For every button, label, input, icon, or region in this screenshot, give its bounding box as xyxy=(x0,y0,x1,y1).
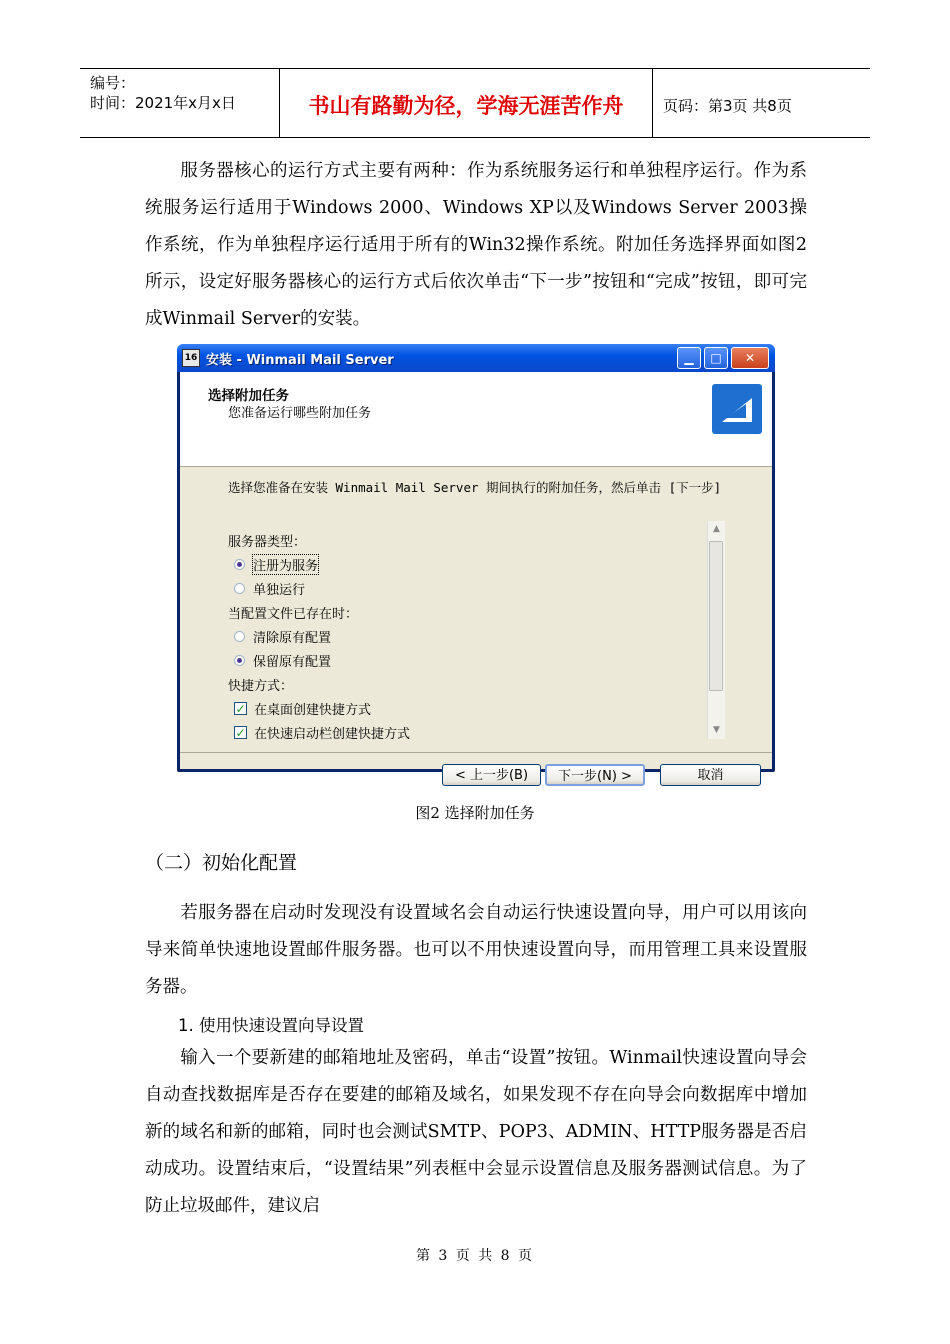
task-options xyxy=(228,528,410,744)
app-icon: 16 xyxy=(182,349,200,367)
instruction-text: 选择您准备在安装 Winmail Mail Server 期间执行的附加任务，然后单击 [下一步] xyxy=(228,480,722,495)
window-title: 安装 - Winmail Mail Server xyxy=(206,352,394,368)
time-label: 时间：2021年x月x日 xyxy=(90,94,236,112)
paragraph-1 xyxy=(145,153,807,338)
back-button[interactable]: < 上一步(B) xyxy=(442,764,541,786)
checkmark-icon[interactable]: ✓ xyxy=(235,701,246,716)
scroll-up-icon[interactable]: ▲ xyxy=(713,524,720,534)
button-separator xyxy=(180,752,772,753)
radio-unselected-icon[interactable] xyxy=(234,583,245,594)
figure-caption: 图2 选择附加任务 xyxy=(415,804,535,822)
close-icon[interactable]: ✕ xyxy=(731,347,769,369)
dialog-heading: 选择附加任务 xyxy=(208,388,289,404)
checkbox-desktop-shortcut[interactable] xyxy=(228,696,410,720)
group-label-config-exists: 当配置文件已存在时： xyxy=(228,606,359,622)
radio-register-service[interactable] xyxy=(228,552,410,576)
maximize-icon[interactable]: □ xyxy=(704,347,728,369)
dialog-body xyxy=(180,372,772,784)
radio-unselected-icon[interactable] xyxy=(234,631,245,642)
radio-keep-config[interactable] xyxy=(228,648,410,672)
motto: 书山有路勤为径，学海无涯苦作舟 xyxy=(280,69,653,137)
option-label: 在快速启动栏创建快捷方式 xyxy=(254,726,411,742)
header-info xyxy=(80,69,280,137)
paragraph-2 xyxy=(145,895,807,1006)
title-bar[interactable] xyxy=(177,344,775,372)
page-footer: 第 3 页 共 8 页 xyxy=(415,1248,535,1264)
vertical-scrollbar[interactable] xyxy=(707,521,725,739)
paragraph-3-text: 输入一个要新建的邮箱地址及密码，单击“设置”按钮。Winmail快速设置向导会自动查找数据库是否存在要建的邮箱及域名，如果发现不存在向导会向数据库中增加新的域名和新的邮箱，同时也会测试SMTP、POP3、ADMIN、HTTP服务器是否启动成功。设置结束后，“设置结果”列表框中会显示设置信息及服务器测试信息。为了防止垃圾邮件，建议启 xyxy=(145,1048,807,1216)
radio-clear-config[interactable] xyxy=(228,624,410,648)
group-label-shortcuts: 快捷方式： xyxy=(228,678,294,694)
minimize-icon[interactable]: ▁ xyxy=(677,347,701,369)
number-label: 编号： xyxy=(90,74,136,92)
option-label: 在桌面创建快捷方式 xyxy=(254,702,372,718)
installer-window xyxy=(177,344,775,784)
group-label-server-type: 服务器类型： xyxy=(228,534,307,550)
option-label: 保留原有配置 xyxy=(253,654,332,670)
setup-logo-icon xyxy=(712,384,762,434)
paragraph-3 xyxy=(145,1040,807,1225)
option-label: 清除原有配置 xyxy=(253,630,332,646)
checkmark-icon[interactable]: ✓ xyxy=(235,725,246,740)
option-label: 单独运行 xyxy=(253,582,306,598)
checkbox-quicklaunch-shortcut[interactable] xyxy=(228,720,410,744)
scroll-thumb[interactable] xyxy=(709,541,723,691)
subheading: 1. 使用快速设置向导设置 xyxy=(178,1016,364,1035)
cancel-button[interactable]: 取消 xyxy=(660,764,761,786)
scroll-down-icon[interactable]: ▼ xyxy=(713,725,720,735)
section-heading: （二）初始化配置 xyxy=(145,852,298,874)
page-header xyxy=(80,68,870,138)
dialog-header xyxy=(180,372,772,467)
radio-selected-icon[interactable] xyxy=(234,559,245,570)
paragraph-2-text: 若服务器在启动时发现没有设置域名会自动运行快速设置向导，用户可以用该向导来简单快速地设置邮件服务器。也可以不用快速设置向导，而用管理工具来设置服务器。 xyxy=(145,903,807,997)
page-label: 页码：第3页 共8页 xyxy=(663,96,792,115)
radio-selected-icon[interactable] xyxy=(234,655,245,666)
dialog-subheading: 您准备运行哪些附加任务 xyxy=(228,406,372,421)
paragraph-1-text: 服务器核心的运行方式主要有两种：作为系统服务运行和单独程序运行。作为系统服务运行适用于Windows 2000、Windows XP以及Windows Server 2003操作系统，作为单独程序运行适用于所有的Win32操作系统。附加任务选择界面如图2所示，设定好服务器核心的运行方式后依次单击“下一步”按钮和“完成”按钮，即可完成Winmail Server的安装。 xyxy=(145,161,807,329)
next-button[interactable]: 下一步(N) > xyxy=(545,764,645,786)
option-label: 注册为服务 xyxy=(253,555,318,574)
radio-standalone[interactable] xyxy=(228,576,410,600)
